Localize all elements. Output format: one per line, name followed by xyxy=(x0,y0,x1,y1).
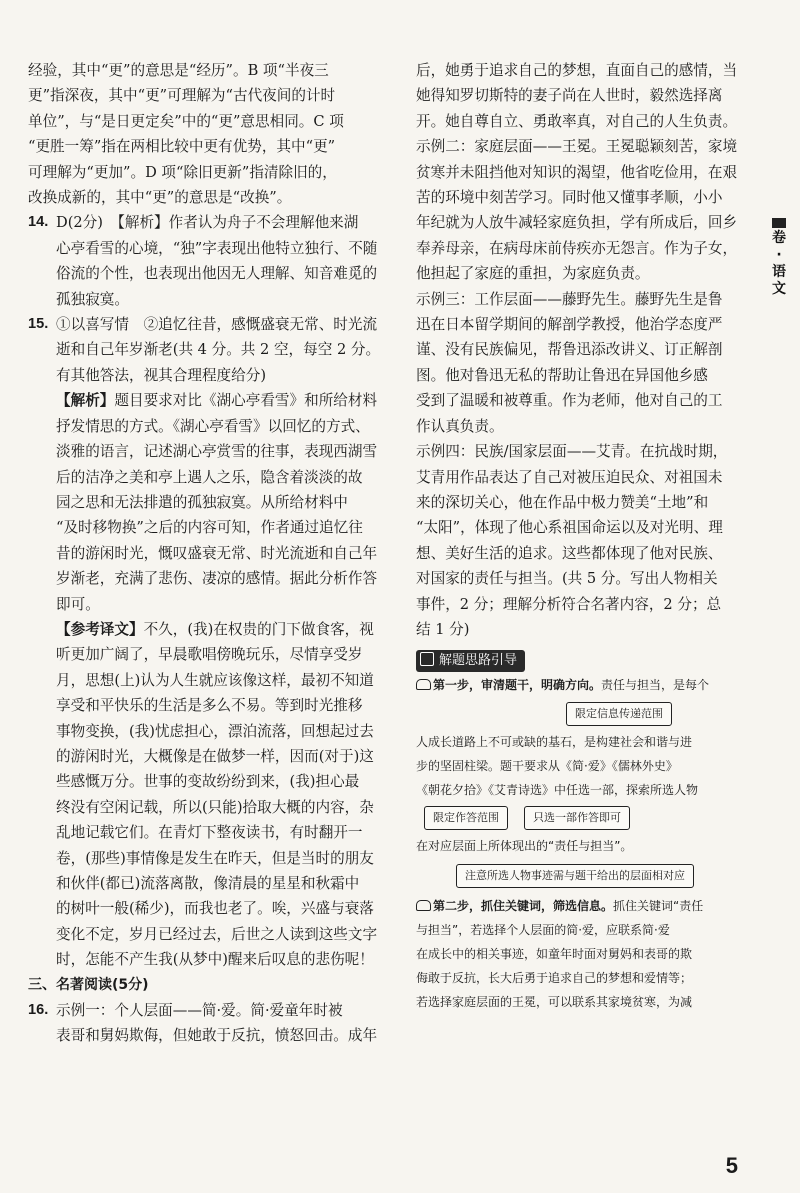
step-1: 第一步，审清题干，明确方向。责任与担当，是每个 xyxy=(416,673,748,697)
text-line: 卷，(那些)事情像是发生在昨天，但是当时的朋友 xyxy=(56,849,374,867)
text-line: 艾青用作品表达了自己对被压迫民众、对祖国未 xyxy=(416,468,723,486)
question-16 xyxy=(28,998,388,1049)
text-line: 抒发情思的方式。《湖心亭看雪》以回忆的方式、 xyxy=(56,417,370,435)
text-line: 有其他答法，视其合理程度给分) xyxy=(56,366,267,384)
hw-line: 步的坚固柱梁。题干要求从《简·爱》《儒林外史》 xyxy=(416,758,678,773)
guide-handwriting xyxy=(416,673,748,1014)
text-line: 单位”，与“是日更定矣”中的“更”意思相同。C 项 xyxy=(28,112,344,130)
section-heading: 三、名著阅读(5分) xyxy=(28,976,149,993)
hw-line: 侮敢于反抗，长大后勇于追求自己的梦想和爱情等； xyxy=(416,970,693,985)
text-line: 【解析】题目要求对比《湖心亭看雪》和所给材料 xyxy=(56,392,378,410)
text-line: 奉养母亲，在病母床前侍疾亦无怨言。作为子女， xyxy=(416,239,738,257)
question-15 xyxy=(28,312,388,973)
annotation-box: 只选一部作答即可 xyxy=(524,806,630,830)
hw-line: 在成长中的相关事迹，如童年时面对舅妈和表哥的欺 xyxy=(416,946,693,961)
edit-icon xyxy=(420,652,434,666)
text-line: 岁渐老，充满了悲伤、凄凉的感情。据此分析作答 xyxy=(56,570,378,588)
text-line: “及时移物换”之后的内容可知，作者通过追忆往 xyxy=(56,519,363,537)
text-line: 示例一：个人层面——简·爱。简·爱童年时被 xyxy=(56,1002,343,1020)
tab-marker xyxy=(772,218,786,228)
text-line: 孤独寂寞。 xyxy=(56,290,129,308)
hw-line: 在对应层面上所体现出的“责任与担当”。 xyxy=(416,838,633,853)
text-line: 示例三：工作层面——藤野先生。藤野先生是鲁 xyxy=(416,290,723,308)
text-line: 时，怎能不产生我(从梦中)醒来后叹息的悲伤呢！ xyxy=(56,951,374,969)
hw-line: 与担当”，若选择个人层面的简·爱，应联系简·爱 xyxy=(416,922,670,937)
annotation-box: 注意所选人物事迹需与题干给出的层面相对应 xyxy=(456,864,694,888)
text-line: 年纪就为人放牛减轻家庭负担，学有所成后，回乡 xyxy=(416,214,738,232)
annotation-box: 限定信息传递范围 xyxy=(566,702,672,726)
text-line: 【参考译文】不久，(我)在权贵的门下做食客，视 xyxy=(56,620,374,638)
text-line: 对国家的责任与担当。(共 5 分。写出人物相关 xyxy=(416,570,718,588)
text-line: 昔的游闲时光，慨叹盛衰无常、时光流逝和自己年 xyxy=(56,544,378,562)
left-column xyxy=(28,58,388,1049)
text-line: 和伙伴(都已)流落离散，像清晨的星星和秋霜中 xyxy=(56,875,360,892)
text-line: 表哥和舅妈欺侮，但她敢于反抗，愤怒回击。成年 xyxy=(56,1027,378,1045)
analysis-label: 【解析】 xyxy=(56,392,115,410)
text-line: 开。她自尊自立、勇敢率真，对自己的人生负责。 xyxy=(416,112,738,130)
text-line: 即可。 xyxy=(56,595,100,613)
text-line: 事件，2 分；理解分析符合名著内容，2 分；总 xyxy=(416,595,722,613)
text-line: 结 1 分) xyxy=(416,620,470,638)
text-line: 逝和自己年岁渐老(共 4 分。共 2 空，每空 2 分。 xyxy=(56,341,381,359)
text-line: 听更加广阔了，早晨歌唱傍晚玩乐，尽情享受岁 xyxy=(56,646,363,664)
side-tab: 卷 · 语 文 xyxy=(768,218,790,298)
translation-label: 【参考译文】 xyxy=(56,620,144,638)
guide-header: 解题思路引导 xyxy=(416,650,525,672)
text-line: 经验，其中“更”的意思是“经历”。B 项“半夜三 xyxy=(28,62,329,79)
text-line: 俗流的个性，也表现出他因无人理解、知音难觅的 xyxy=(56,265,378,283)
hw-line: 人成长道路上不可或缺的基石，是构建社会和谐与进 xyxy=(416,734,693,749)
text-line: 他担起了家庭的重担，为家庭负责。 xyxy=(416,265,650,283)
question-number: 15. xyxy=(28,316,49,333)
text-line: 享受和平快乐的生活是多么不易。等到时光推移 xyxy=(56,697,363,715)
hw-line: 若选择家庭层面的王冕，可以联系其家境贫寒，为减 xyxy=(416,994,693,1009)
text-line: 淡雅的语言，记述湖心亭赏雪的往事，表现西湖雪 xyxy=(56,443,378,461)
text-line: 示例四：民族/国家层面——艾青。在抗战时期， xyxy=(416,443,728,461)
text-line: 的游闲时光，大概像是在做梦一样，因而(对于)这 xyxy=(56,747,374,765)
text-line: D(2分) 【解析】作者认为舟子不会理解他来湖 xyxy=(56,214,359,232)
text-line: 迅在日本留学期间的解剖学教授，他治学态度严 xyxy=(416,316,723,334)
text-line: 的树叶一般(稀少)，而我也老了。唉，兴盛与衰落 xyxy=(56,900,374,918)
text-line: “太阳”，体现了他心系祖国命运以及对光明、理 xyxy=(416,519,723,537)
text-line: 受到了温暖和被尊重。作为老师，他对自己的工 xyxy=(416,392,723,410)
page-number: 5 xyxy=(725,1153,738,1178)
text-line: 些感慨万分。世事的变故纷纷到来，(我)担心最 xyxy=(56,773,360,791)
text-line: 后的洁净之美和亭上遇人之乐，隐含着淡淡的故 xyxy=(56,468,363,486)
text-line: 来的深切关心，他在作品中极力赞美“土地”和 xyxy=(416,493,709,511)
text-line: ①以喜写情 ②追忆往昔，感慨盛衰无常、时光流 xyxy=(56,316,378,334)
annotation-box: 限定作答范围 xyxy=(424,806,508,830)
text-line: “更胜一筹”指在两相比较中更有优势，其中“更” xyxy=(28,138,336,156)
right-column xyxy=(416,58,748,1014)
text-line: 作认真负责。 xyxy=(416,417,504,435)
text-line: 贫寒并未阻挡他对知识的渴望，他省吃俭用，在艰 xyxy=(416,163,738,181)
text-line: 谨、没有民族偏见，帮鲁迅添改讲义、订正解剖 xyxy=(416,341,723,359)
question-number: 16. xyxy=(28,1002,49,1019)
text-line: 后，她勇于追求自己的梦想，直面自己的感情，当 xyxy=(416,62,738,79)
pointing-hand-icon xyxy=(416,900,431,911)
text-line: 事物变换，(我)忧虑担心，漂泊流落，回想起过去 xyxy=(56,722,374,740)
question-14 xyxy=(28,210,388,312)
text-line: 可理解为“更加”。D 项“除旧更新”指清除旧的， xyxy=(28,163,337,181)
text-line: 想、美好生活的追求。这些都体现了他对民族、 xyxy=(416,544,723,562)
text-line: 心亭看雪的心境，“独”字表现出他特立独行、不随 xyxy=(56,239,378,257)
question-number: 14. xyxy=(28,214,49,231)
text-line: 她得知罗切斯特的妻子尚在人世时，毅然选择离 xyxy=(416,87,723,105)
text-line: 更”指深夜，其中“更”可理解为“古代夜间的计时 xyxy=(28,87,336,105)
text-line: 乱地记载它们。在青灯下整夜读书，有时翻开一 xyxy=(56,824,363,842)
pointing-hand-icon xyxy=(416,679,431,690)
text-line: 月，思想(上)认为人生就应该像这样，最初不知道 xyxy=(56,671,374,689)
text-line: 变化不定，岁月已经过去，后世之人读到这些文字 xyxy=(56,925,378,943)
text-line: 苦的环境中刻苦学习。同时他又懂事孝顺，小小 xyxy=(416,189,723,207)
text-line: 终没有空闲记载，所以(只能)拾取大概的内容，杂 xyxy=(56,798,374,816)
hw-line: 《朝花夕拾》《艾青诗选》中任选一部，探索所选人物 xyxy=(416,782,699,797)
step-2: 第二步，抓住关键词，筛选信息。抓住关键词“责任 xyxy=(416,894,748,918)
text-line: 改换成新的，其中“更”的意思是“改换”。 xyxy=(28,189,292,207)
text-line: 园之思和无法排遣的孤独寂寞。从所给材料中 xyxy=(56,493,348,511)
text-line: 示例二：家庭层面——王冕。王冕聪颖刻苦，家境 xyxy=(416,138,738,156)
text-line: 图。他对鲁迅无私的帮助让鲁迅在异国他乡感 xyxy=(416,366,708,384)
